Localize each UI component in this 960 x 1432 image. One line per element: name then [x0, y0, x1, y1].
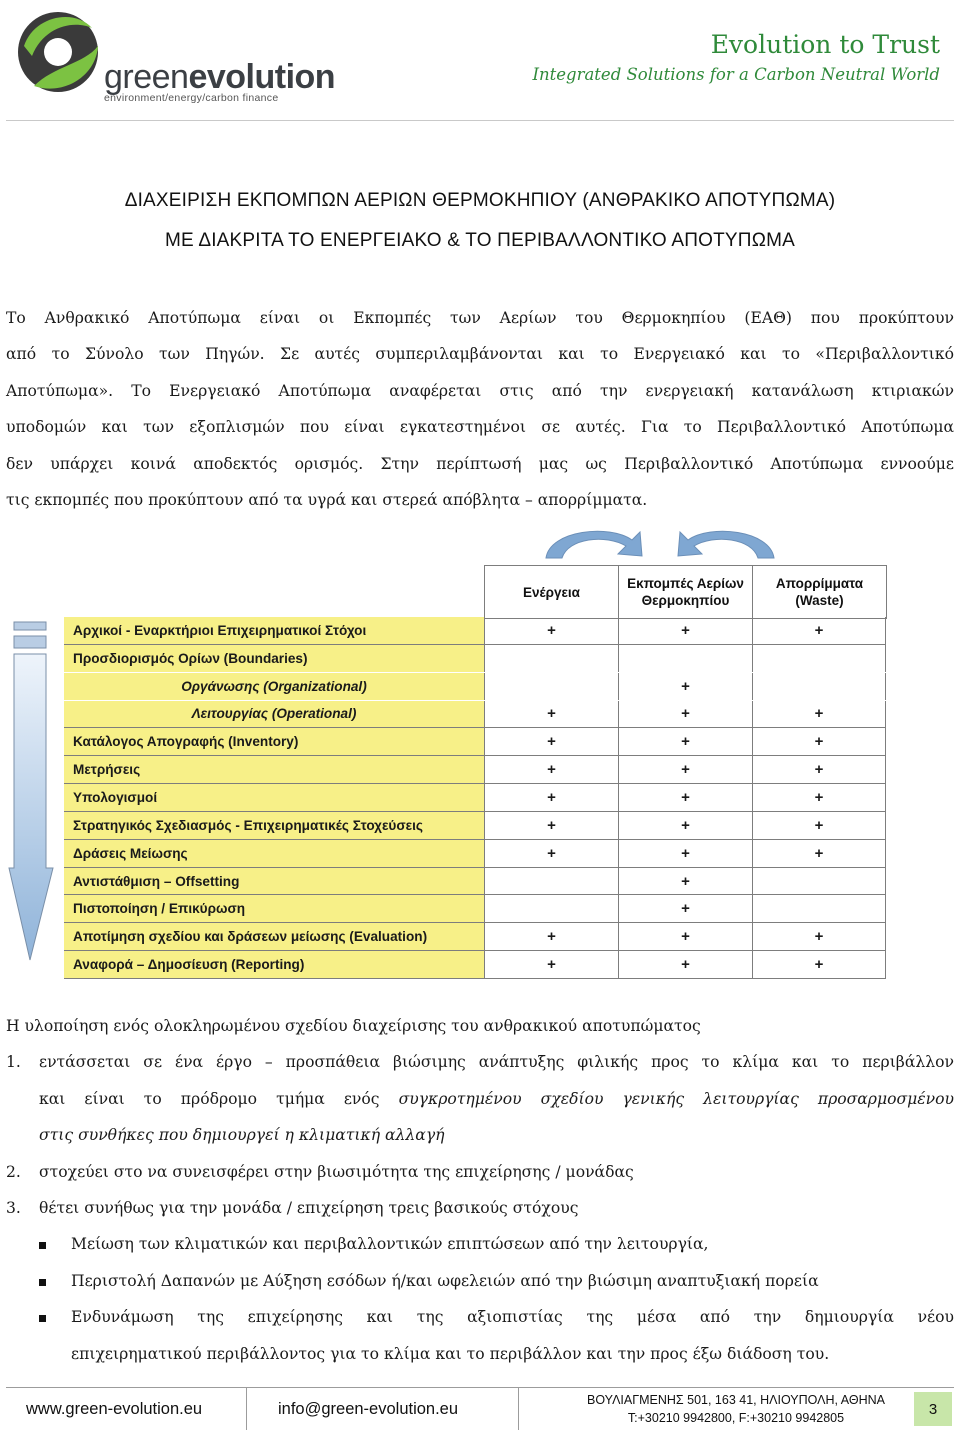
cell-ghg: +: [618, 673, 752, 700]
cell-waste: +: [752, 840, 886, 867]
bullet-item: [6, 1299, 954, 1335]
cell-waste: [752, 645, 886, 672]
bullet-item: [6, 1263, 954, 1299]
footer-address: ΒΟΥΛΙΑΓΜΕΝΗΣ 501, 163 41, ΗΛΙΟΥΠΟΛΗ, ΑΘΗΝΑ: [587, 1393, 885, 1407]
intro-paragraph: [6, 300, 954, 518]
cell-waste: +: [752, 756, 886, 783]
bullet-text: Περιστολή Δαπανών με Αύξηση εσόδων ή/και ωφελειών από την βιώσιμη αναπτυξιακή πορεία: [71, 1271, 819, 1290]
bullet-item-continuation: επιχειρηματικού περιβάλλοντος για το κλίμα και το περιβάλλον και την προς έξω διάδοση του.: [71, 1344, 830, 1363]
table-row: [64, 617, 886, 645]
page-number: 3: [914, 1392, 952, 1426]
list-item-italic-text: στις συνθήκες που δημιουργεί η κλιματική αλλαγή: [39, 1126, 445, 1145]
square-bullet-icon: [39, 1299, 71, 1335]
cell-energy: [484, 868, 618, 895]
square-bullet-icon: [39, 1226, 71, 1262]
intro-line: τις εκπομπές που προκύπτουν από τα υγρά και στερεά απόβλητα – απορρίμματα.: [6, 490, 648, 509]
column-header-waste: Απορρίμματα (Waste): [752, 565, 887, 619]
cell-energy: +: [484, 617, 618, 644]
logo-swirl-icon: [14, 6, 104, 98]
bullet-text: Ενδυνάμωση της επιχείρησης και της αξιοπιστίας της μέσα από την δημιουργία νέου: [71, 1308, 954, 1327]
cell-ghg: +: [618, 701, 752, 728]
row-label: Αναφορά – Δημοσίευση (Reporting): [64, 951, 484, 978]
company-logo: [14, 6, 344, 104]
cell-waste: +: [752, 728, 886, 755]
intro-line: δεν υπάρχει κοινά αποδεκτός ορισμός. Στην περίπτωσή μας ως Περιβαλλοντικό Αποτύπωμα εννοούμε: [6, 454, 954, 473]
list-item-2: [6, 1154, 954, 1190]
row-label: Πιστοποίηση / Επικύρωση: [64, 895, 484, 922]
footer-divider: [518, 1388, 519, 1430]
cell-waste: [752, 673, 886, 700]
list-item-italic-text: συγκροτημένου σχεδίου γενικής λειτουργίας προσαρμοσμένου: [398, 1089, 954, 1108]
intro-line: από το Σύνολο των Πηγών. Σε αυτές συμπεριλαμβάνονται και το Ενεργειακό και το «Περιβαλλοντικό: [6, 345, 954, 364]
row-label: Κατάλογος Απογραφής (Inventory): [64, 728, 484, 755]
cell-waste: +: [752, 701, 886, 728]
table-row: [64, 923, 886, 951]
cell-waste: [752, 895, 886, 922]
list-item-text: θέτει συνήθως για την μονάδα / επιχείρηση τρεις βασικούς στόχους: [39, 1198, 579, 1217]
cell-energy: [484, 645, 618, 672]
column-header-energy: Ενέργεια: [484, 565, 619, 619]
slogan-title: Evolution to Trust: [710, 30, 940, 59]
intro-line: υποδομών και των εξοπλισμών που είναι εγκατεστημένοι σε αυτές. Για το Περιβαλλοντικό Αποτύπωμα: [6, 418, 954, 437]
row-label: Οργάνωσης (Organizational): [64, 673, 484, 700]
footer-divider: [246, 1388, 247, 1430]
list-item-1-line-2: [6, 1081, 954, 1117]
list-number: 1.: [6, 1053, 21, 1072]
cell-energy: +: [484, 923, 618, 950]
cell-ghg: +: [618, 923, 752, 950]
cell-waste: +: [752, 784, 886, 811]
footer-website-link[interactable]: www.green-evolution.eu: [26, 1400, 203, 1418]
row-label: Προσδιορισμός Ορίων (Boundaries): [64, 645, 484, 672]
cell-ghg: +: [618, 617, 752, 644]
column-header-ghg-emissions: Εκπομπές Αερίων Θερμοκηπίου: [618, 565, 753, 619]
bullet-text: Μείωση των κλιματικών και περιβαλλοντικών επιπτώσεων από την λειτουργία,: [71, 1235, 709, 1254]
table-row: [64, 951, 886, 979]
footer-phone: T:+30210 9942800, F:+30210 9942805: [627, 1411, 845, 1425]
table-row: [64, 895, 886, 923]
list-item-3: [6, 1190, 954, 1226]
cell-energy: [484, 673, 618, 700]
cell-ghg: [618, 645, 752, 672]
list-number: 3.: [6, 1198, 21, 1217]
row-label: Υπολογισμοί: [64, 784, 484, 811]
cell-energy: +: [484, 784, 618, 811]
cell-energy: +: [484, 840, 618, 867]
process-table: [64, 617, 886, 979]
table-row: [64, 645, 886, 673]
cell-waste: +: [752, 617, 886, 644]
document-title-line-1: ΔΙΑΧΕΙΡΙΣΗ ΕΚΠΟΜΠΩΝ ΑΕΡΙΩΝ ΘΕΡΜΟΚΗΠΙΟΥ (ΑΝΘΡΑΚΙΚΟ ΑΠΟΤΥΠΩΜΑ): [124, 190, 836, 211]
row-label: Αντιστάθμιση – Offsetting: [64, 868, 484, 895]
cell-energy: +: [484, 812, 618, 839]
down-arrow-icon: [8, 618, 54, 963]
list-item-1-line-3: [6, 1117, 954, 1153]
document-title-line-2: ΜΕ ΔΙΑΚΡΙΤΑ ΤΟ ΕΝΕΡΓΕΙΑΚΟ & ΤΟ ΠΕΡΙΒΑΛΛΟΝΤΙΚΟ ΑΠΟΤΥΠΩΜΑ: [164, 230, 795, 251]
row-label: Μετρήσεις: [64, 756, 484, 783]
slogan-subtitle: Integrated Solutions for a Carbon Neutral World: [532, 65, 940, 84]
table-row: [64, 673, 886, 701]
footer-email-link[interactable]: info@green-evolution.eu: [278, 1400, 459, 1418]
cell-waste: +: [752, 923, 886, 950]
cell-ghg: +: [618, 756, 752, 783]
header-divider: [6, 120, 954, 121]
table-row: [64, 701, 886, 729]
logo-tagline: environment/energy/carbon finance: [104, 92, 279, 104]
intro-line: Το Ανθρακικό Αποτύπωμα είναι οι Εκπομπές των Αερίων του Θερμοκηπίου (ΕΑΘ) που προκύπτουν: [6, 309, 954, 327]
cell-energy: +: [484, 701, 618, 728]
bullet-item: [6, 1226, 954, 1262]
footer-contact: [566, 1391, 906, 1427]
cell-energy: +: [484, 728, 618, 755]
curved-arrow-left-icon: [670, 524, 780, 560]
cell-ghg: +: [618, 840, 752, 867]
logo-wordmark: greenevolution: [104, 58, 336, 96]
table-row: [64, 812, 886, 840]
cell-energy: +: [484, 951, 618, 978]
table-row: [64, 840, 886, 868]
cell-ghg: +: [618, 895, 752, 922]
intro-line: Αποτύπωμα». Το Ενεργειακό Αποτύπωμα αναφέρεται στις από την ενεργειακή κατανάλωση κτιριακών: [6, 381, 954, 400]
list-item-text: και είναι το πρόδρομο τμήμα ενός: [39, 1089, 399, 1108]
curved-arrow-right-icon: [540, 524, 650, 560]
cell-ghg: +: [618, 812, 752, 839]
table-row: [64, 728, 886, 756]
row-label: Δράσεις Μείωσης: [64, 840, 484, 867]
row-label: Αρχικοί - Εναρκτήριοι Επιχειρηματικοί Στόχοι: [64, 617, 484, 644]
cell-waste: [752, 868, 886, 895]
header-slogan: [532, 30, 940, 84]
list-item-text: εντάσσεται σε ένα έργο – προσπάθεια βιώσιμης ανάπτυξης φιλικής προς το κλίμα και το περιβάλλον: [39, 1053, 954, 1072]
row-label: Στρατηγικός Σχεδιασμός - Επιχειρηματικές Στοχεύσεις: [64, 812, 484, 839]
section-lead: Η υλοποίηση ενός ολοκληρωμένου σχεδίου διαχείρισης του ανθρακικού αποτυπώματος: [6, 1017, 701, 1035]
row-label: Λειτουργίας (Operational): [64, 701, 484, 728]
cell-waste: +: [752, 812, 886, 839]
cell-waste: +: [752, 951, 886, 978]
list-item-text: στοχεύει στο να συνεισφέρει στην βιωσιμότητα της επιχείρησης / μονάδας: [39, 1162, 634, 1181]
list-item-1-line-1: [6, 1044, 954, 1080]
cell-energy: +: [484, 756, 618, 783]
table-row: [64, 756, 886, 784]
table-row: [64, 784, 886, 812]
list-number: 2.: [6, 1162, 21, 1181]
row-label: Αποτίμηση σχεδίου και δράσεων μείωσης (Evaluation): [64, 923, 484, 950]
cell-ghg: +: [618, 868, 752, 895]
cell-ghg: +: [618, 784, 752, 811]
cell-ghg: +: [618, 951, 752, 978]
table-row: [64, 868, 886, 896]
implementation-section: [6, 1008, 954, 1372]
square-bullet-icon: [39, 1263, 71, 1299]
cell-ghg: +: [618, 728, 752, 755]
cell-energy: [484, 895, 618, 922]
page-footer: [6, 1387, 954, 1430]
